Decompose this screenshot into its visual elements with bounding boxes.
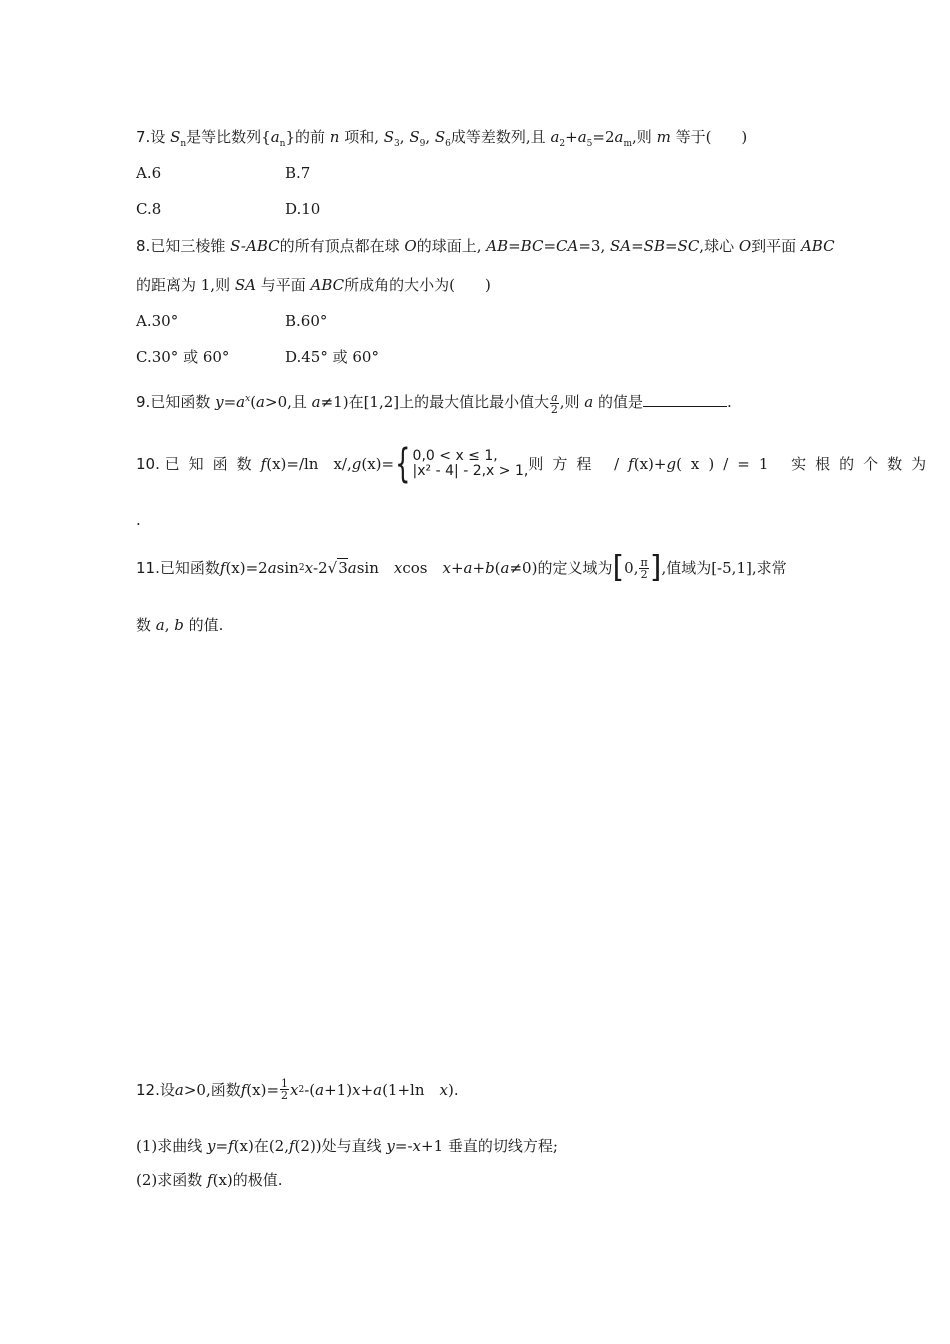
question-11: 11. 已知函数 f (x)=2 a sin 2 x -2 √3 a sin x cos x + a + b ( a ≠0)的定义域为 [ 0, $\frac{\pi}{2}$ ] ,值域为[-5,1],求常	[136, 550, 787, 585]
question-number: 12.	[136, 1080, 160, 1099]
answer-blank[interactable]	[643, 394, 727, 407]
question-11-line-2: 数 a, b 的值.	[136, 616, 224, 634]
question-number: 10.	[136, 455, 160, 473]
question-12: 12. 设 a >0,函数 f (x)= $\frac{1}{2}$ x 2 -( a +1) x + a (1+ln x ).	[136, 1077, 459, 1102]
question-12-part-2: (2)求函数 f(x)的极值.	[136, 1171, 283, 1189]
question-10: 10. 已知函数 f (x)=/ln x/, g (x)= { 0,0 < x ≤ 1, |x² - 4| - 2,x > 1, 则方程 / f (x)+ g (x)/=1 实根的个数为	[136, 441, 936, 487]
option-a: A.6	[136, 164, 162, 182]
question-9: 9.已知函数 $y=a^x(a>0$,且 a≠1)在[1,2]上的最大值比最小值大 $\frac{a}{2}$ ,则 a 的值是 .	[136, 390, 732, 416]
option-d: D.10	[285, 200, 321, 218]
question-number: 7.	[136, 128, 151, 146]
question-7: 7.设 $S_n$是等比数列$\{a_n\}$的前 n 项和, $S_3$, $S_9$, $S_6$成等差数列,且 $a_2+a_5=2a_m$,则 m 等于( )	[136, 128, 748, 149]
fraction: $\frac{1}{2}$	[281, 1077, 289, 1102]
left-brace: {	[395, 441, 411, 487]
option-c: C.8	[136, 200, 162, 218]
fraction: $\frac{a}{2}$	[550, 390, 558, 416]
question-number: 11.	[136, 559, 160, 577]
sqrt: √3	[327, 559, 348, 577]
option-a: A.30°	[136, 312, 179, 330]
piecewise-function: { 0,0 < x ≤ 1, |x² - 4| - 2,x > 1,	[395, 441, 529, 487]
right-bracket: ]	[649, 550, 662, 585]
question-number: 8.	[136, 237, 151, 255]
question-10-line-2: .	[136, 511, 141, 529]
left-bracket: [	[612, 550, 625, 585]
question-number: 9.	[136, 393, 151, 411]
option-b: B.7	[285, 164, 311, 182]
option-d: D.45° 或 60°	[285, 348, 379, 366]
option-c: C.30° 或 60°	[136, 348, 230, 366]
fraction: $\frac{\pi}{2}$	[640, 555, 648, 581]
question-12-part-1: (1)求曲线 y=f(x)在(2,f(2))处与直线 y=-x+1 垂直的切线方程;	[136, 1137, 558, 1155]
option-b: B.60°	[285, 312, 328, 330]
question-8-line-2: 的距离为 1,则 SA 与平面 ABC所成角的大小为( )	[136, 276, 491, 294]
question-8: 8.已知三棱锥 S-ABC的所有顶点都在球 O的球面上, AB=BC=CA=3, SA=SB=SC,球心 O到平面 ABC	[136, 237, 835, 255]
